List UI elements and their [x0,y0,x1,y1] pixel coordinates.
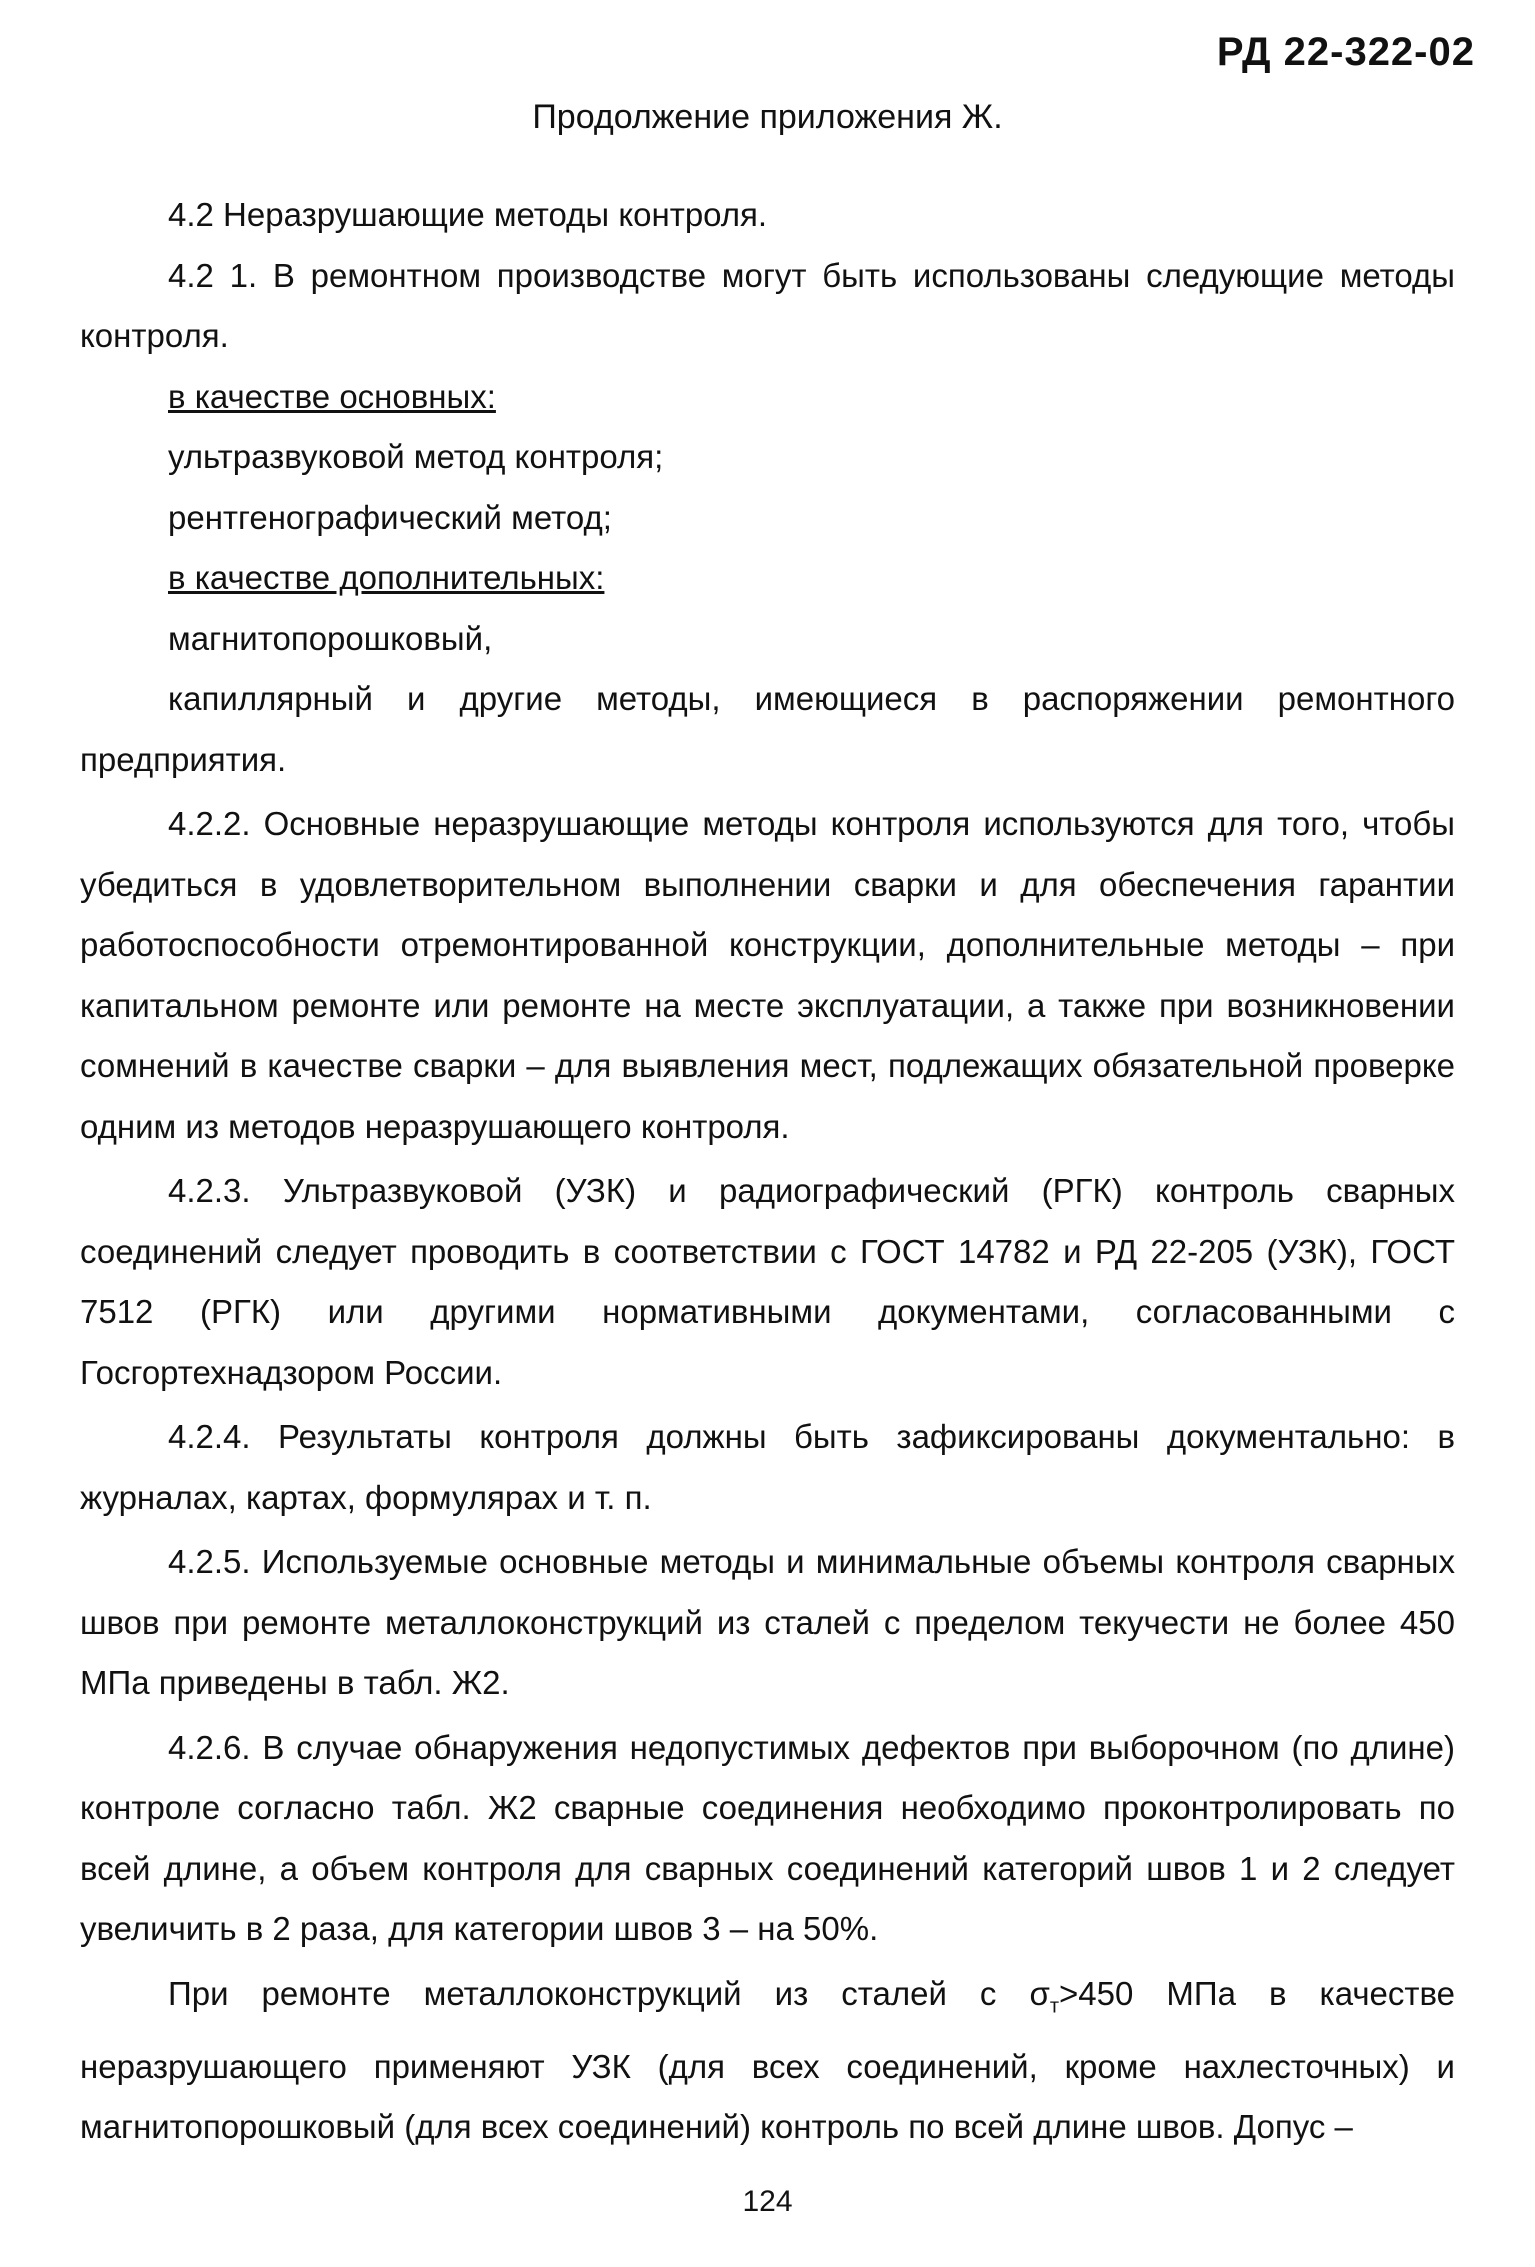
paragraph-high-strength-steel [80,1964,1455,2158]
main-method-ultrasonic: ультразвуковой метод контроля; [168,438,664,475]
section-4-2-heading: 4.2 Неразрушающие методы контроля. [168,196,768,233]
main-methods-label-text: в качестве основных: [168,377,496,415]
extra-method-capillary: капиллярный и другие методы, имеющиеся в распоряжении ремонтного предприятия. [80,680,1455,778]
document-code: РД 22-322-02 [1216,30,1475,74]
main-method-radiographic: рентгенографический метод; [168,498,612,536]
main-methods-label [80,367,1455,428]
page-number: 124 [742,2185,793,2218]
extra-method-magnetic: магнитопорошковый, [168,619,493,657]
paragraph-high-strength-steel-start: При ремонте металлоконструкций из сталей с σ [168,1974,1050,2012]
paragraph-4-2-2: 4.2.2. Основные неразрушающие методы контроля используются для того, чтобы убедиться в удовлетворительном выполнении сварки и для обеспечения гарантии работоспособности отремонтированной конструкции, дополнительные методы – при капитальном ремонте или ремонте на месте эксплуатации, а также при возникновении сомнений в качестве сварки – для выявления мест, подлежащих обязательной проверке одним из методов неразрушающего контроля. [80,805,1455,1145]
paragraph-4-2-1: 4.2 1. В ремонтном производстве могут быть использованы следующие методы контроля. [80,256,1455,354]
document-body [80,185,1455,2158]
extra-methods-label-text: в качестве дополнительных: [168,559,605,596]
paragraph-4-2-3: 4.2.3. Ультразвуковой (УЗК) и радиографический (РГК) контроль сварных соединений следует проводить в соответствии с ГОСТ 14782 и РД 22-205 (УЗК), ГОСТ 7512 (РГК) или другими нормативными документами, согласованными с Госгортехнадзором России. [80,1172,1455,1391]
appendix-continuation-title: Продолжение приложения Ж. [532,98,1003,136]
extra-methods-label [80,548,1455,609]
paragraph-4-2-5: 4.2.5. Используемые основные методы и минимальные объемы контроля сварных швов при ремонте металлоконструкций из сталей с пределом текучести не более 450 МПа приведены в табл. Ж2. [80,1543,1455,1701]
paragraph-high-strength-steel-end: >450 МПа в качестве неразрушающего применяют УЗК (для всех соединений, кроме нахлесточных) и магнитопорошковый (для всех соединений) контроль по всей длине швов. Допус – [80,1974,1455,2146]
paragraph-4-2-4: 4.2.4. Результаты контроля должны быть зафиксированы документально: в журналах, картах, формулярах и т. п. [80,1418,1455,1516]
paragraph-4-2-6: 4.2.6. В случае обнаружения недопустимых дефектов при выборочном (по длине) контроле согласно табл. Ж2 сварные соединения необходимо проконтролировать по всей длине, а объем контроля для сварных соединений категорий швов 1 и 2 следует увеличить в 2 раза, для категории швов 3 – на 50%. [80,1728,1455,1947]
yield-strength-subscript: т [1049,1995,1059,2018]
